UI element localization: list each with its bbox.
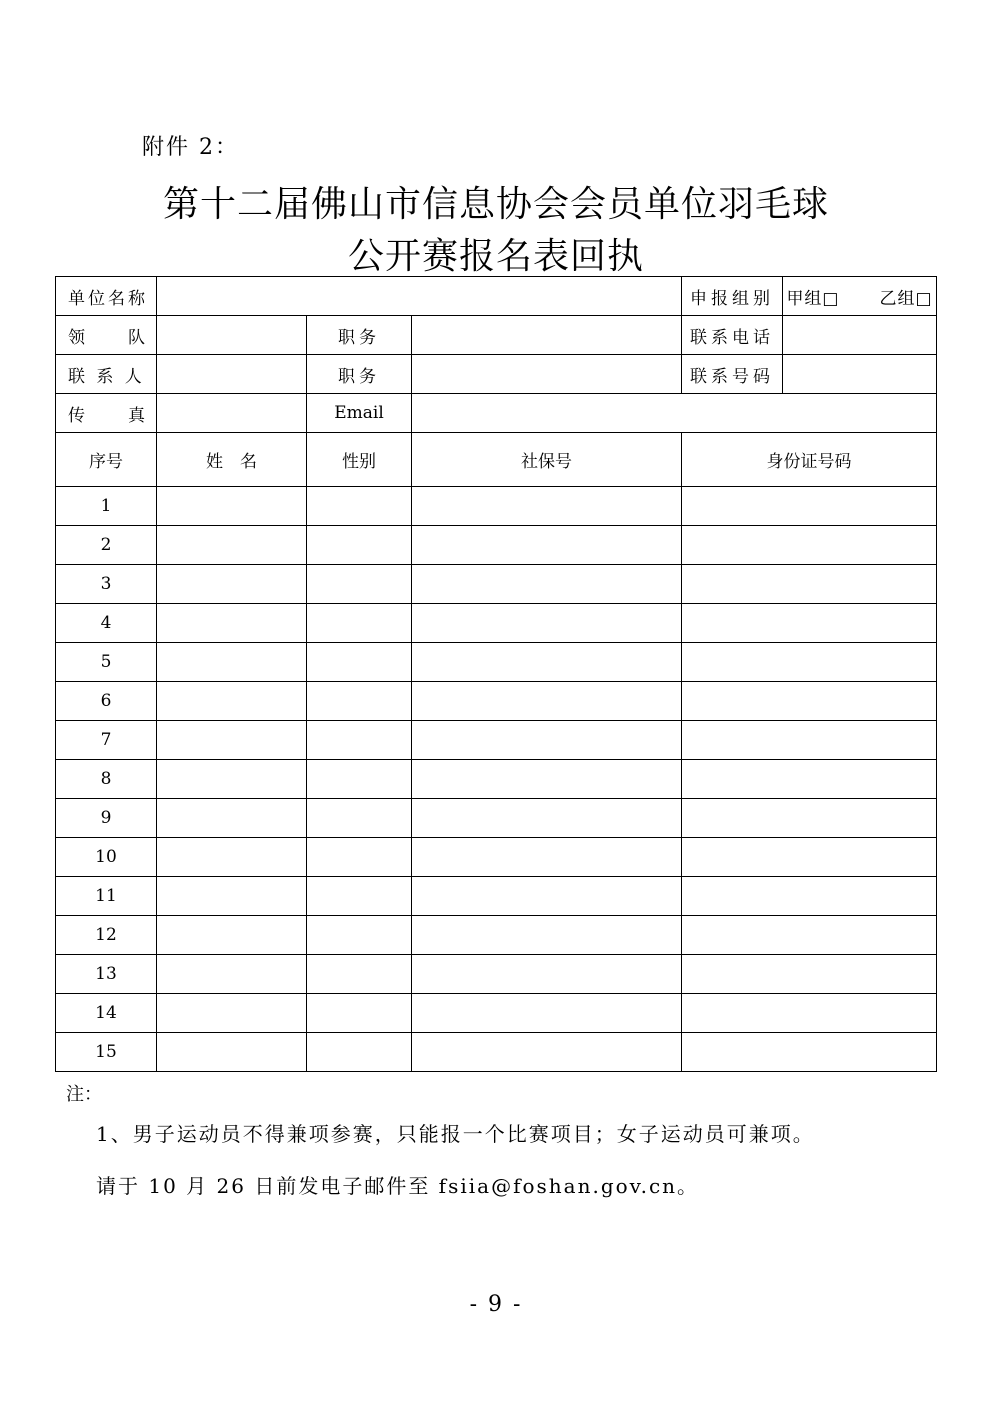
participant-row [56,526,937,565]
participant-seq: 2 [56,526,157,565]
unit-name-field[interactable] [157,277,682,316]
participant-seq: 12 [56,916,157,955]
participant-row [56,682,937,721]
participant-row [56,955,937,994]
participant-gender-field[interactable] [307,760,412,799]
participant-row [56,721,937,760]
participant-name-field[interactable] [157,760,307,799]
participant-id-number-field[interactable] [682,565,937,604]
participant-name-field[interactable] [157,487,307,526]
participant-social-security-field[interactable] [412,721,682,760]
form-title-line-2: 公开赛报名表回执 [347,236,644,277]
leader-label: 领 队 [56,316,157,355]
contact-label: 联 系 人 [56,355,157,394]
notes-heading: 注： [66,1084,102,1105]
participant-seq: 15 [56,1033,157,1072]
participant-gender-field[interactable] [307,643,412,682]
participant-id-number-field[interactable] [682,487,937,526]
col-name-header: 姓 名 [157,433,307,487]
participant-name-field[interactable] [157,994,307,1033]
participant-social-security-field[interactable] [412,799,682,838]
participant-name-field[interactable] [157,1033,307,1072]
note-line-1: 1、男子运动员不得兼项参赛，只能报一个比赛项目；女子运动员可兼项。 [96,1122,815,1146]
fax-field[interactable] [157,394,307,433]
fax-row [56,394,937,433]
participant-id-number-field[interactable] [682,721,937,760]
participant-id-number-field[interactable] [682,1033,937,1072]
unit-name-label: 单位名称 [56,277,157,316]
participant-row [56,565,937,604]
col-social-security-header: 社保号 [412,433,682,487]
participant-social-security-field[interactable] [412,760,682,799]
participant-gender-field[interactable] [307,916,412,955]
participant-gender-field[interactable] [307,526,412,565]
leader-position-label: 职务 [307,316,412,355]
participant-gender-field[interactable] [307,565,412,604]
form-title-line-1: 第十二届佛山市信息协会会员单位羽毛球 [162,184,829,225]
participant-row [56,1033,937,1072]
participant-row [56,838,937,877]
participant-id-number-field[interactable] [682,682,937,721]
participant-seq: 13 [56,955,157,994]
participant-social-security-field[interactable] [412,955,682,994]
participant-name-field[interactable] [157,799,307,838]
participant-id-number-field[interactable] [682,994,937,1033]
participant-gender-field[interactable] [307,877,412,916]
participant-id-number-field[interactable] [682,526,937,565]
fax-label: 传 真 [56,394,157,433]
participant-social-security-field[interactable] [412,565,682,604]
participant-row [56,916,937,955]
participant-id-number-field[interactable] [682,760,937,799]
col-gender-header: 性别 [307,433,412,487]
participant-gender-field[interactable] [307,955,412,994]
participant-seq: 1 [56,487,157,526]
participant-seq: 14 [56,994,157,1033]
participant-gender-field[interactable] [307,994,412,1033]
contact-row [56,355,937,394]
col-id-number-header: 身份证号码 [682,433,937,487]
phone-field[interactable] [783,316,937,355]
column-header-row [56,433,937,487]
participant-id-number-field[interactable] [682,838,937,877]
participant-social-security-field[interactable] [412,526,682,565]
participant-seq: 11 [56,877,157,916]
participant-name-field[interactable] [157,682,307,721]
participant-gender-field[interactable] [307,721,412,760]
unit-name-row [56,277,937,316]
participant-gender-field[interactable] [307,838,412,877]
participant-seq: 7 [56,721,157,760]
participant-name-field[interactable] [157,643,307,682]
registration-form-table [55,276,937,1072]
participant-seq: 9 [56,799,157,838]
participant-id-number-field[interactable] [682,643,937,682]
participant-social-security-field[interactable] [412,643,682,682]
note-line-2: 请于 10 月 26 日前发电子邮件至 fsiia@foshan.gov.cn。 [96,1174,700,1198]
participant-social-security-field[interactable] [412,487,682,526]
participant-id-number-field[interactable] [682,604,937,643]
participant-social-security-field[interactable] [412,604,682,643]
group-label: 申报组别 [682,277,783,316]
participant-gender-field[interactable] [307,799,412,838]
participant-seq: 8 [56,760,157,799]
participant-social-security-field[interactable] [412,916,682,955]
participant-seq: 5 [56,643,157,682]
participant-row [56,760,937,799]
participant-id-number-field[interactable] [682,916,937,955]
contact-position-label: 职务 [307,355,412,394]
participant-name-field[interactable] [157,526,307,565]
participant-id-number-field[interactable] [682,877,937,916]
leader-position-field[interactable] [412,316,682,355]
number-field[interactable] [783,355,937,394]
email-field[interactable] [412,394,937,433]
page-number: - 9 - [469,1292,523,1317]
participant-row [56,487,937,526]
participant-seq: 4 [56,604,157,643]
contact-position-field[interactable] [412,355,682,394]
contact-field[interactable] [157,355,307,394]
participant-gender-field[interactable] [307,604,412,643]
participant-name-field[interactable] [157,916,307,955]
attachment-label: 附件 2： [142,135,239,160]
participant-name-field[interactable] [157,955,307,994]
participant-social-security-field[interactable] [412,877,682,916]
participant-social-security-field[interactable] [412,682,682,721]
participant-name-field[interactable] [157,838,307,877]
email-label: Email [307,394,412,433]
participant-social-security-field[interactable] [412,994,682,1033]
leader-field[interactable] [157,316,307,355]
participant-name-field[interactable] [157,721,307,760]
col-seq-header: 序号 [56,433,157,487]
participant-gender-field[interactable] [307,1033,412,1072]
participant-gender-field[interactable] [307,487,412,526]
group-a-checkbox[interactable]: 甲组□ [786,288,840,309]
leader-row [56,316,937,355]
participant-social-security-field[interactable] [412,838,682,877]
participant-seq: 10 [56,838,157,877]
participant-seq: 6 [56,682,157,721]
number-label: 联系号码 [682,355,783,394]
group-b-checkbox[interactable]: 乙组□ [879,288,933,309]
participant-row [56,877,937,916]
participant-social-security-field[interactable] [412,1033,682,1072]
participant-name-field[interactable] [157,604,307,643]
phone-label: 联系电话 [682,316,783,355]
participant-id-number-field[interactable] [682,799,937,838]
group-options [783,277,937,316]
participant-row [56,604,937,643]
participant-name-field[interactable] [157,565,307,604]
participant-id-number-field[interactable] [682,955,937,994]
participant-row [56,799,937,838]
participant-row [56,643,937,682]
participant-row [56,994,937,1033]
participant-name-field[interactable] [157,877,307,916]
participant-gender-field[interactable] [307,682,412,721]
participant-seq: 3 [56,565,157,604]
